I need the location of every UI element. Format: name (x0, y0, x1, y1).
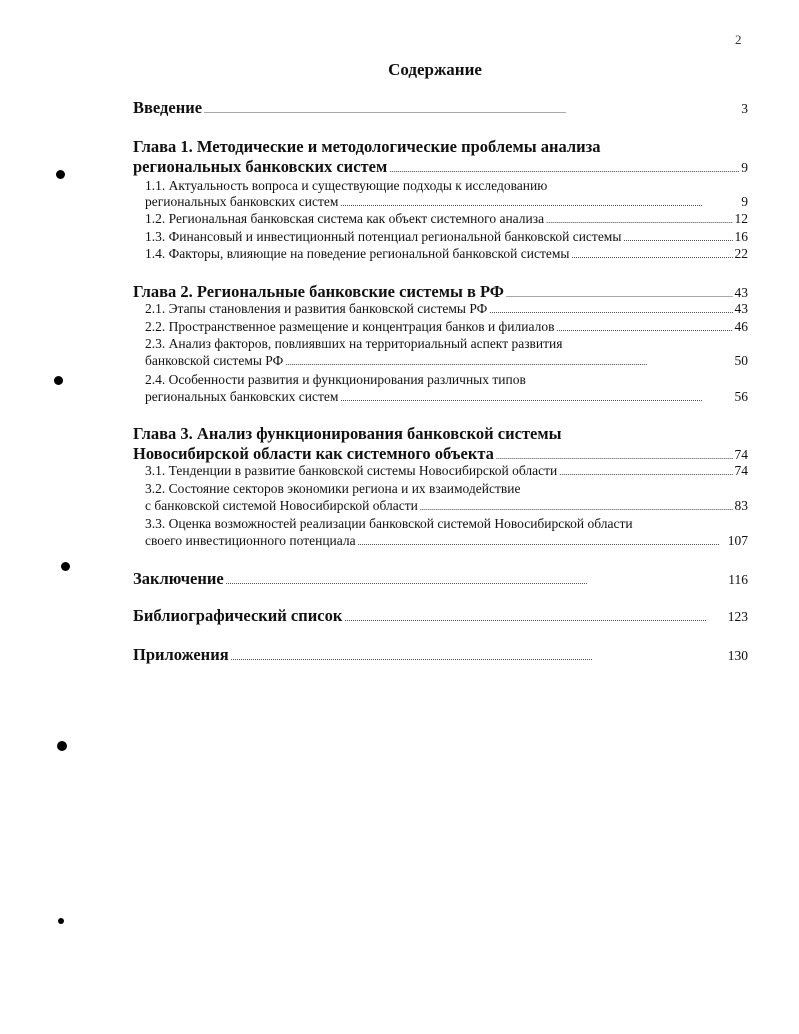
toc-entry-page: 116 (728, 572, 748, 587)
toc-entry-label: 2.2. Пространственное размещение и концентрация банков и филиалов (145, 319, 555, 334)
toc-section-1-4[interactable] (145, 246, 748, 262)
toc-entry-label: Приложения (133, 645, 229, 664)
toc-chapter-3-line1[interactable]: Глава 3. Анализ функционирования банковской системы (133, 424, 562, 443)
toc-section-2-2[interactable] (145, 319, 748, 335)
toc-entry-appendix[interactable] (133, 645, 748, 665)
binder-hole-mark (54, 376, 63, 385)
toc-section-3-1[interactable] (145, 463, 748, 479)
toc-entry-page: 16 (734, 229, 748, 244)
toc-entry-label: региональных банковских систем (133, 157, 388, 176)
toc-entry-label: 3.1. Тенденции в развитие банковской системы Новосибирской области (145, 463, 558, 478)
toc-entry-label: банковской системы РФ (145, 353, 284, 368)
toc-entry-page: 50 (734, 353, 748, 368)
toc-section-1-1[interactable] (145, 194, 748, 210)
binder-hole-mark (58, 918, 64, 924)
toc-entry-page: 9 (741, 160, 748, 175)
toc-entry-label: 1.3. Финансовый и инвестиционный потенциал региональной банковской системы (145, 229, 622, 244)
toc-entry-page: 74 (734, 463, 748, 478)
toc-section-2-3-line1[interactable]: 2.3. Анализ факторов, повлиявших на территориальный аспект развития (145, 336, 563, 351)
toc-section-2-4[interactable] (145, 389, 748, 405)
toc-section-3-2[interactable] (145, 498, 748, 514)
toc-entry-label: с банковской системой Новосибирской области (145, 498, 418, 513)
toc-entry-label: Новосибирской области как системного объекта (133, 444, 494, 463)
toc-entry-label: 1.4. Факторы, влияющие на поведение региональной банковской системы (145, 246, 570, 261)
toc-section-1-3[interactable] (145, 229, 748, 245)
toc-section-3-2-line1[interactable]: 3.2. Состояние секторов экономики региона и их взаимодействие (145, 481, 521, 496)
page-title: Содержание (388, 60, 482, 79)
toc-entry-label: 1.2. Региональная банковская система как объект системного анализа (145, 211, 545, 226)
toc-chapter-1[interactable] (133, 157, 748, 177)
toc-entry-intro[interactable] (133, 98, 748, 118)
toc-entry-label: Заключение (133, 569, 224, 588)
toc-entry-label: Глава 2. Региональные банковские системы в РФ (133, 282, 504, 301)
toc-entry-page: 43 (734, 301, 748, 316)
toc-section-3-3-line1[interactable]: 3.3. Оценка возможностей реализации банковской системой Новосибирской области (145, 516, 633, 531)
binder-hole-mark (56, 170, 65, 179)
toc-entry-page: 130 (727, 648, 748, 663)
toc-entry-label: своего инвестиционного потенциала (145, 533, 356, 548)
toc-chapter-1-line1[interactable]: Глава 1. Методические и методологические проблемы анализа (133, 137, 601, 156)
binder-hole-mark (61, 562, 70, 571)
toc-entry-page: 9 (741, 194, 748, 209)
toc-chapter-2[interactable] (133, 282, 748, 302)
toc-entry-page: 107 (727, 533, 748, 548)
toc-section-2-3[interactable] (145, 353, 748, 369)
toc-entry-label: 2.1. Этапы становления и развития банковской системы РФ (145, 301, 488, 316)
toc-section-1-2[interactable] (145, 211, 748, 227)
toc-section-1-1-line1[interactable]: 1.1. Актуальность вопроса и существующие подходы к исследованию (145, 178, 548, 193)
binder-hole-mark (57, 741, 67, 751)
toc-section-3-3[interactable] (145, 533, 748, 549)
toc-entry-bibliography[interactable] (133, 606, 748, 626)
toc-section-2-4-line1[interactable]: 2.4. Особенности развития и функционирования различных типов (145, 372, 526, 387)
toc-entry-label: Введение (133, 98, 203, 117)
toc-entry-label: региональных банковских систем (145, 389, 339, 404)
toc-entry-page: 22 (734, 246, 748, 261)
page-number: 2 (735, 32, 742, 47)
toc-entry-page: 46 (734, 319, 748, 334)
toc-entry-conclusion[interactable] (133, 569, 748, 589)
toc-entry-page: 12 (734, 211, 748, 226)
toc-entry-label: региональных банковских систем (145, 194, 339, 209)
toc-chapter-3[interactable] (133, 444, 748, 464)
toc-entry-page: 3 (741, 101, 748, 116)
toc-entry-label: Библиографический список (133, 606, 343, 625)
toc-entry-page: 74 (734, 447, 748, 462)
toc-section-2-1[interactable] (145, 301, 748, 317)
toc-entry-page: 56 (734, 389, 748, 404)
toc-entry-page: 43 (734, 285, 748, 300)
toc-entry-page: 123 (727, 609, 748, 624)
toc-entry-page: 83 (734, 498, 748, 513)
